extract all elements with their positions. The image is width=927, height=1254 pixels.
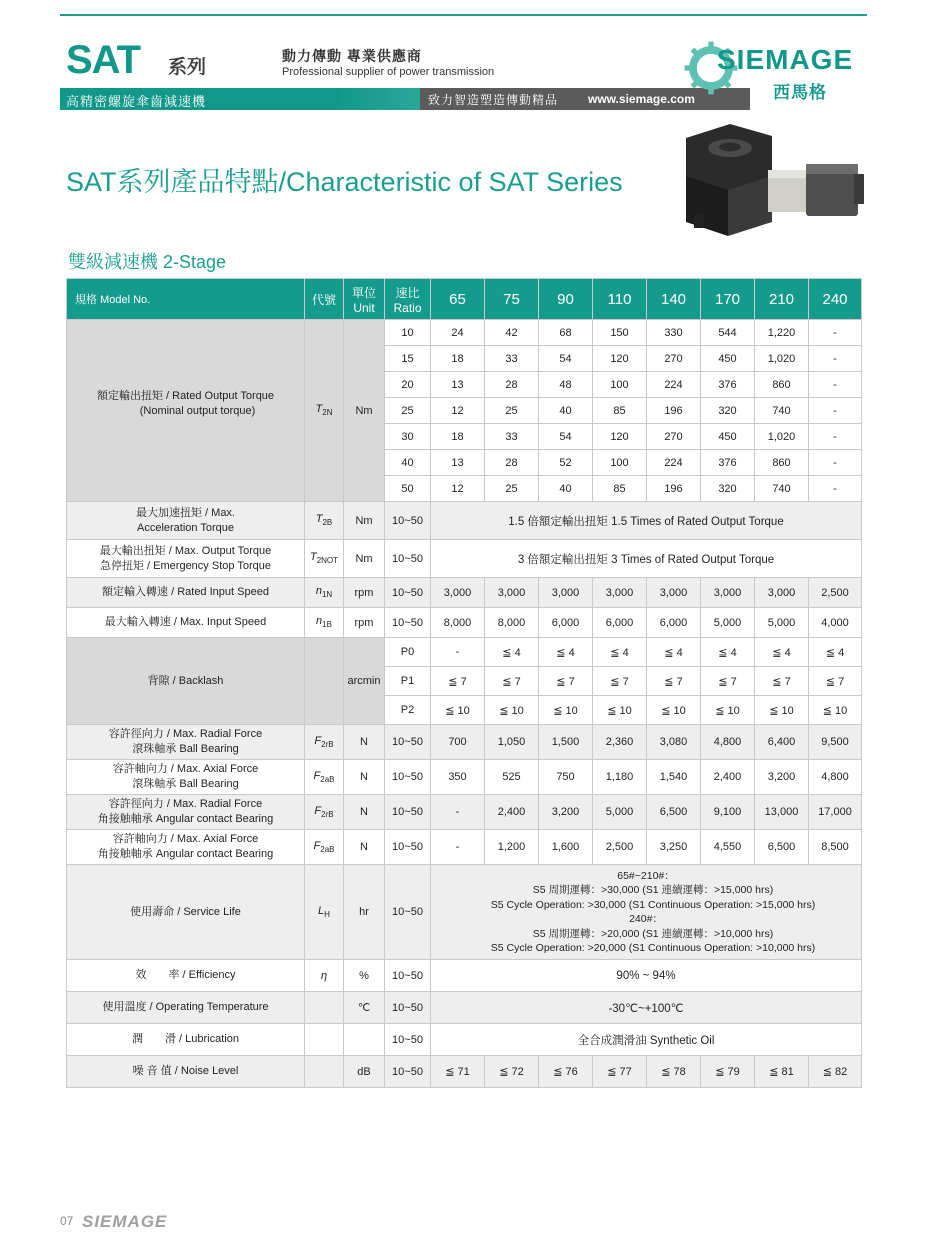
value-cell: 525 <box>485 760 539 795</box>
ratio-max-radial-force-angular: 10~50 <box>385 795 431 830</box>
label-max-acceleration-torque: 最大加速扭矩 / Max. Acceleration Torque <box>67 502 305 540</box>
table-row <box>67 992 862 1024</box>
value-cell: 28 <box>485 372 539 398</box>
ratio-cell: 20 <box>385 372 431 398</box>
value-cell: 48 <box>539 372 593 398</box>
product-photo <box>668 118 868 258</box>
label-max-axial-force-angular: 容許軸向力 / Max. Axial Force 角接触軸承 Angular contact Bearing <box>67 830 305 865</box>
label-rated-output-torque <box>67 320 305 502</box>
label-efficiency: 效 率 / Efficiency <box>67 960 305 992</box>
value-cell: ≦ 10 <box>485 696 539 725</box>
value-cell: 100 <box>593 450 647 476</box>
value-cell: - <box>809 346 862 372</box>
slogan-english: Professional supplier of power transmission <box>282 66 495 78</box>
value-cell: 12 <box>431 398 485 424</box>
symbol-operating-temperature <box>305 992 344 1024</box>
value-cell: ≦ 10 <box>431 696 485 725</box>
value-cell: - <box>809 372 862 398</box>
ratio-rated-input-speed: 10~50 <box>385 578 431 608</box>
backlash-grade: P2 <box>385 696 431 725</box>
value-cell: ≦ 78 <box>647 1056 701 1088</box>
table-row <box>67 725 862 760</box>
ratio-cell: 40 <box>385 450 431 476</box>
value-cell: ≦ 77 <box>593 1056 647 1088</box>
value-cell: 224 <box>647 450 701 476</box>
value-cell: 25 <box>485 476 539 502</box>
symbol-service-life: $L_H$ <box>305 865 344 960</box>
table-row <box>67 830 862 865</box>
value-cell: ≦ 4 <box>755 638 809 667</box>
value-cell: 2,400 <box>701 760 755 795</box>
value-cell: 3,000 <box>701 578 755 608</box>
symbol-max-radial-force-angular: $F_{2rB}$ <box>305 795 344 830</box>
value-cell: 85 <box>593 398 647 424</box>
value-cell: 350 <box>431 760 485 795</box>
ratio-noise-level: 10~50 <box>385 1056 431 1088</box>
ratio-max-axial-force-ball: 10~50 <box>385 760 431 795</box>
value-cell: 2,400 <box>485 795 539 830</box>
value-cell: 740 <box>755 398 809 424</box>
symbol-max-acceleration-torque: $T_{2B}$ <box>305 502 344 540</box>
service-life-line-2: S5 周期運轉：>30,000 (S1 連續運轉：>15,000 hrs) <box>532 884 774 896</box>
value-cell: 3,000 <box>431 578 485 608</box>
value-cell: 1,020 <box>755 346 809 372</box>
value-cell: 5,000 <box>593 795 647 830</box>
ratio-cell: 10 <box>385 320 431 346</box>
value-cell: 4,800 <box>809 760 862 795</box>
value-cell: ≦ 82 <box>809 1056 862 1088</box>
service-life-line-6: S5 Cycle Operation: >20,000 (S1 Continuous Operation: >10,000 hrs) <box>490 942 816 954</box>
header-unit: 單位 Unit <box>344 279 385 320</box>
table-row <box>67 760 862 795</box>
table-row <box>67 638 862 667</box>
backlash-grade: P1 <box>385 667 431 696</box>
value-cell: 450 <box>701 424 755 450</box>
brand-name-text: SIEMAGE <box>717 44 854 75</box>
value-cell: ≦ 71 <box>431 1056 485 1088</box>
value-cell: 270 <box>647 346 701 372</box>
ratio-max-acceleration-torque: 10~50 <box>385 502 431 540</box>
value-cell: 68 <box>539 320 593 346</box>
value-cell: ≦ 7 <box>485 667 539 696</box>
brand-logo <box>681 34 867 110</box>
value-cell: 150 <box>593 320 647 346</box>
table-row <box>67 540 862 578</box>
page-number: 07 <box>60 1214 74 1228</box>
note-efficiency: 90% ~ 94% <box>431 960 862 992</box>
table-header-row <box>67 279 862 320</box>
value-cell: 700 <box>431 725 485 760</box>
service-life-line-3: S5 Cycle Operation: >30,000 (S1 Continuous Operation: >15,000 hrs) <box>490 898 816 911</box>
value-cell: 40 <box>539 476 593 502</box>
value-cell: ≦ 4 <box>485 638 539 667</box>
label-lubrication: 潤 滑 / Lubrication <box>67 1024 305 1056</box>
page-header <box>60 34 867 112</box>
sat-logo-text: SAT <box>66 38 141 82</box>
value-cell: 5,000 <box>701 608 755 638</box>
value-cell: 9,100 <box>701 795 755 830</box>
value-cell: 6,000 <box>593 608 647 638</box>
symbol-backlash <box>305 638 344 725</box>
value-cell: 120 <box>593 424 647 450</box>
value-cell: 1,050 <box>485 725 539 760</box>
value-cell: 1,200 <box>485 830 539 865</box>
value-cell: 376 <box>701 450 755 476</box>
unit-max-input-speed: rpm <box>344 608 385 638</box>
ratio-service-life: 10~50 <box>385 865 431 960</box>
value-cell: 85 <box>593 476 647 502</box>
header-size-110: 110 <box>593 279 647 320</box>
value-cell: 13 <box>431 372 485 398</box>
unit-max-axial-force-angular: N <box>344 830 385 865</box>
label-max-axial-force-ball: 容許軸向力 / Max. Axial Force 滾珠軸承 Ball Bearing <box>67 760 305 795</box>
value-cell: 8,000 <box>431 608 485 638</box>
symbol-max-axial-force-angular: $F_{2aB}$ <box>305 830 344 865</box>
rated-torque-label-1: 額定輸出扭矩 / Rated Output Torque <box>96 390 275 402</box>
value-cell: 17,000 <box>809 795 862 830</box>
value-cell: 376 <box>701 372 755 398</box>
value-cell: 2,360 <box>593 725 647 760</box>
value-cell: ≦ 10 <box>647 696 701 725</box>
symbol-max-input-speed: $n_{1B}$ <box>305 608 344 638</box>
value-cell: 196 <box>647 476 701 502</box>
value-cell: ≦ 7 <box>539 667 593 696</box>
label-max-radial-force-angular: 容許徑向力 / Max. Radial Force 角接触軸承 Angular contact Bearing <box>67 795 305 830</box>
value-cell: 270 <box>647 424 701 450</box>
unit-rated-input-speed: rpm <box>344 578 385 608</box>
value-cell: 860 <box>755 450 809 476</box>
table-row <box>67 795 862 830</box>
symbol-efficiency: η <box>305 960 344 992</box>
value-cell: 3,000 <box>485 578 539 608</box>
service-life-line-4: 240#： <box>629 913 663 925</box>
value-cell: 25 <box>485 398 539 424</box>
table-row <box>67 578 862 608</box>
value-cell: ≦ 4 <box>809 638 862 667</box>
value-cell: - <box>809 424 862 450</box>
value-cell: ≦ 7 <box>755 667 809 696</box>
value-cell: 9,500 <box>809 725 862 760</box>
value-cell: - <box>809 320 862 346</box>
value-cell: 6,000 <box>539 608 593 638</box>
value-cell: ≦ 10 <box>755 696 809 725</box>
value-cell: 3,080 <box>647 725 701 760</box>
note-operating-temperature: -30℃~+100℃ <box>431 992 862 1024</box>
label-rated-input-speed: 額定輸入轉速 / Rated Input Speed <box>67 578 305 608</box>
value-cell: 330 <box>647 320 701 346</box>
header-size-240: 240 <box>809 279 862 320</box>
value-cell: ≦ 10 <box>593 696 647 725</box>
footer-brand-logo: SIEMAGE <box>82 1212 168 1231</box>
header-band-slogan: 致力智造塑造傳動精品 <box>428 93 559 107</box>
value-cell: ≦ 4 <box>539 638 593 667</box>
value-cell: 120 <box>593 346 647 372</box>
value-cell: 750 <box>539 760 593 795</box>
value-cell: - <box>431 638 485 667</box>
section-subtitle: 雙級減速機 2-Stage <box>68 252 227 272</box>
value-cell: ≦ 81 <box>755 1056 809 1088</box>
value-cell: 52 <box>539 450 593 476</box>
value-cell: 320 <box>701 476 755 502</box>
value-cell: 196 <box>647 398 701 424</box>
value-cell: 2,500 <box>809 578 862 608</box>
unit-max-acceleration-torque: Nm <box>344 502 385 540</box>
value-cell: 2,500 <box>593 830 647 865</box>
value-cell: 450 <box>701 346 755 372</box>
value-cell: 6,500 <box>647 795 701 830</box>
value-cell: 18 <box>431 346 485 372</box>
ratio-cell: 30 <box>385 424 431 450</box>
label-max-output-torque: 最大輸出扭矩 / Max. Output Torque 急停扭矩 / Emergency Stop Torque <box>67 540 305 578</box>
value-cell: ≦ 7 <box>593 667 647 696</box>
value-cell: 1,540 <box>647 760 701 795</box>
header-size-75: 75 <box>485 279 539 320</box>
ratio-max-axial-force-angular: 10~50 <box>385 830 431 865</box>
label-operating-temperature: 使用溫度 / Operating Temperature <box>67 992 305 1024</box>
value-cell: 8,500 <box>809 830 862 865</box>
unit-lubrication <box>344 1024 385 1056</box>
value-cell: 24 <box>431 320 485 346</box>
value-cell: 13 <box>431 450 485 476</box>
unit-backlash: arcmin <box>344 638 385 725</box>
unit-max-radial-force-angular: N <box>344 795 385 830</box>
specification-table <box>66 278 862 1088</box>
unit-service-life: hr <box>344 865 385 960</box>
value-cell: 860 <box>755 372 809 398</box>
symbol-max-radial-force-ball: $F_{2rB}$ <box>305 725 344 760</box>
ratio-operating-temperature: 10~50 <box>385 992 431 1024</box>
value-cell: 13,000 <box>755 795 809 830</box>
table-row <box>67 608 862 638</box>
label-service-life: 使用壽命 / Service Life <box>67 865 305 960</box>
unit-max-radial-force-ball: N <box>344 725 385 760</box>
sat-series-label: 系列 <box>168 57 207 78</box>
value-cell: - <box>809 450 862 476</box>
header-size-210: 210 <box>755 279 809 320</box>
ratio-cell: 15 <box>385 346 431 372</box>
value-cell: ≦ 76 <box>539 1056 593 1088</box>
value-cell: ≦ 72 <box>485 1056 539 1088</box>
value-cell: - <box>431 830 485 865</box>
note-max-output-torque: 3 倍額定輸出扭矩 3 Times of Rated Output Torque <box>431 540 862 578</box>
value-cell: 12 <box>431 476 485 502</box>
value-cell: ≦ 7 <box>809 667 862 696</box>
value-cell: 6,000 <box>647 608 701 638</box>
value-cell: 224 <box>647 372 701 398</box>
header-size-65: 65 <box>431 279 485 320</box>
service-life-line-1: 65#~210#： <box>617 869 675 882</box>
value-cell: ≦ 7 <box>431 667 485 696</box>
value-cell: ≦ 7 <box>701 667 755 696</box>
value-cell: - <box>431 795 485 830</box>
value-cell: - <box>809 476 862 502</box>
value-cell: 54 <box>539 424 593 450</box>
unit-noise-level: dB <box>344 1056 385 1088</box>
service-life-line-5: S5 周期運轉：>20,000 (S1 連續運轉：>10,000 hrs) <box>532 927 774 940</box>
value-cell: 320 <box>701 398 755 424</box>
slogan-chinese: 動力傳動 專業供應商 <box>282 48 422 64</box>
value-cell: 1,020 <box>755 424 809 450</box>
value-cell: 4,550 <box>701 830 755 865</box>
value-cell: 6,500 <box>755 830 809 865</box>
header-model: 規格 Model No. <box>67 279 305 320</box>
symbol-max-axial-force-ball: $F_{2aB}$ <box>305 760 344 795</box>
value-cell: ≦ 10 <box>701 696 755 725</box>
table-row <box>67 865 862 960</box>
ratio-max-radial-force-ball: 10~50 <box>385 725 431 760</box>
symbol-rated-input-speed: $n_{1N}$ <box>305 578 344 608</box>
label-backlash: 背隙 / Backlash <box>67 638 305 725</box>
symbol-lubrication <box>305 1024 344 1056</box>
symbol-rated-output-torque: $T_{2N}$ <box>305 320 344 502</box>
value-cell: 54 <box>539 346 593 372</box>
value-cell: 28 <box>485 450 539 476</box>
value-cell: 33 <box>485 346 539 372</box>
header-website-url[interactable]: www.siemage.com <box>588 92 695 106</box>
value-cell: 40 <box>539 398 593 424</box>
value-cell: ≦ 4 <box>647 638 701 667</box>
ratio-efficiency: 10~50 <box>385 960 431 992</box>
label-max-input-speed: 最大輸入轉速 / Max. Input Speed <box>67 608 305 638</box>
unit-operating-temperature: ℃ <box>344 992 385 1024</box>
value-cell: 544 <box>701 320 755 346</box>
value-cell: 3,200 <box>539 795 593 830</box>
value-cell: ≦ 4 <box>593 638 647 667</box>
value-cell: ≦ 10 <box>539 696 593 725</box>
label-noise-level: 噪 音 值 / Noise Level <box>67 1056 305 1088</box>
page-title: SAT系列產品特點/Characteristic of SAT Series <box>66 167 623 197</box>
value-cell: 5,000 <box>755 608 809 638</box>
ratio-cell: 50 <box>385 476 431 502</box>
value-cell: 18 <box>431 424 485 450</box>
brand-name-chinese: 西馬格 <box>773 83 827 102</box>
value-cell: ≦ 4 <box>701 638 755 667</box>
ratio-max-input-speed: 10~50 <box>385 608 431 638</box>
header-ratio: 速比 Ratio <box>385 279 431 320</box>
unit-efficiency: % <box>344 960 385 992</box>
unit-rated-output-torque: Nm <box>344 320 385 502</box>
value-cell: 33 <box>485 424 539 450</box>
backlash-grade: P0 <box>385 638 431 667</box>
symbol-noise-level <box>305 1056 344 1088</box>
value-cell: 100 <box>593 372 647 398</box>
ratio-max-output-torque: 10~50 <box>385 540 431 578</box>
value-cell: 3,200 <box>755 760 809 795</box>
note-max-acceleration-torque: 1.5 倍額定輸出扭矩 1.5 Times of Rated Output Torque <box>431 502 862 540</box>
value-cell: - <box>809 398 862 424</box>
value-cell: 3,000 <box>593 578 647 608</box>
value-cell: ≦ 79 <box>701 1056 755 1088</box>
note-lubrication: 全合成潤滑油 Synthetic Oil <box>431 1024 862 1056</box>
value-cell: ≦ 10 <box>809 696 862 725</box>
value-cell: 740 <box>755 476 809 502</box>
label-max-radial-force-ball: 容許徑向力 / Max. Radial Force 滾珠軸承 Ball Bearing <box>67 725 305 760</box>
header-size-90: 90 <box>539 279 593 320</box>
value-cell: 1,600 <box>539 830 593 865</box>
value-cell: 3,000 <box>755 578 809 608</box>
table-row <box>67 1056 862 1088</box>
note-service-life <box>431 865 862 960</box>
table-row <box>67 502 862 540</box>
value-cell: 1,220 <box>755 320 809 346</box>
value-cell: 42 <box>485 320 539 346</box>
table-row <box>67 320 862 346</box>
header-size-170: 170 <box>701 279 755 320</box>
value-cell: 4,000 <box>809 608 862 638</box>
value-cell: 3,000 <box>647 578 701 608</box>
rated-torque-label-2: (Nominal output torque) <box>139 405 256 417</box>
value-cell: 6,400 <box>755 725 809 760</box>
header-code: 代號 <box>305 279 344 320</box>
value-cell: 1,500 <box>539 725 593 760</box>
value-cell: 8,000 <box>485 608 539 638</box>
value-cell: 3,250 <box>647 830 701 865</box>
unit-max-output-torque: Nm <box>344 540 385 578</box>
header-band-title: 高精密螺旋傘齒減速機 <box>66 94 207 109</box>
value-cell: 3,000 <box>539 578 593 608</box>
ratio-lubrication: 10~50 <box>385 1024 431 1056</box>
value-cell: 1,180 <box>593 760 647 795</box>
top-rule <box>60 14 867 16</box>
symbol-max-output-torque: $T_{2NOT}$ <box>305 540 344 578</box>
value-cell: 4,800 <box>701 725 755 760</box>
ratio-cell: 25 <box>385 398 431 424</box>
table-row <box>67 960 862 992</box>
value-cell: ≦ 7 <box>647 667 701 696</box>
table-row <box>67 1024 862 1056</box>
header-size-140: 140 <box>647 279 701 320</box>
unit-max-axial-force-ball: N <box>344 760 385 795</box>
